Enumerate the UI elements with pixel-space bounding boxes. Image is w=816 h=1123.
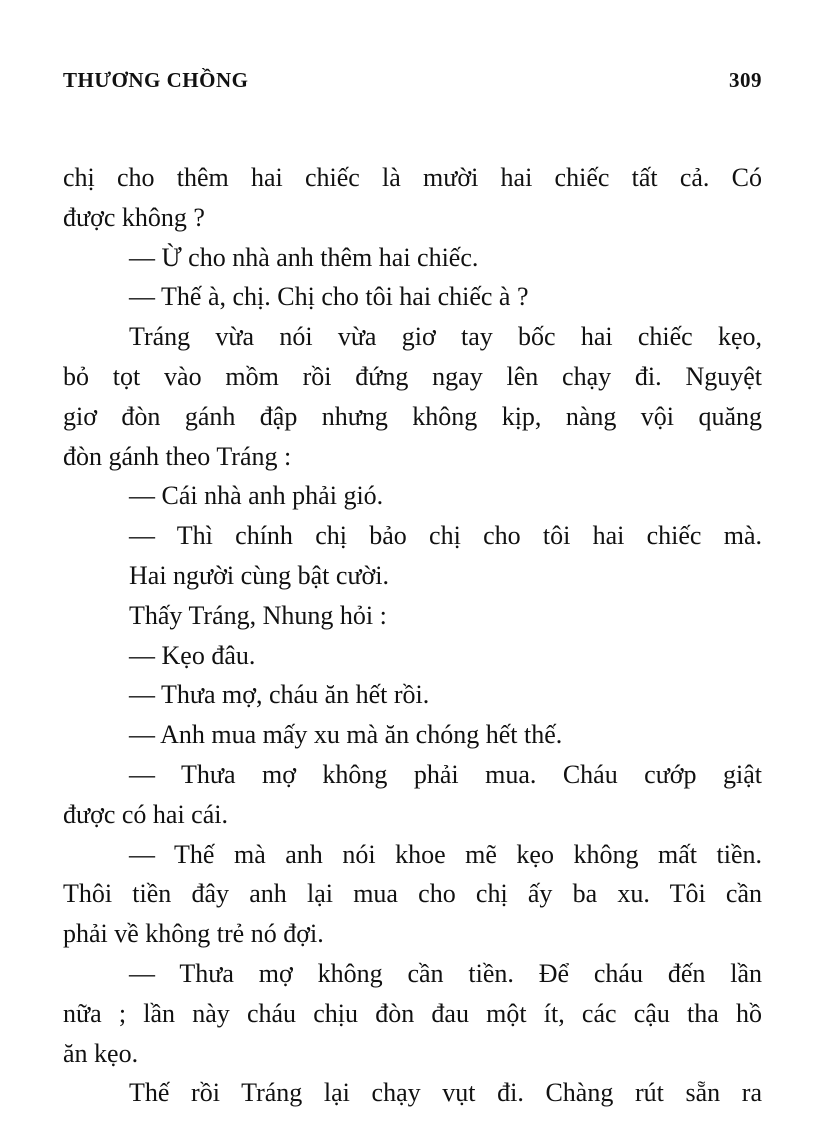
text-line: — Thì chính chị bảo chị cho tôi hai chiếc mà. (129, 521, 762, 551)
text-line: bỏ tọt vào mồm rồi đứng ngay lên chạy đi. Nguyệt (63, 361, 762, 391)
text-line: Thôi tiền đây anh lại mua cho chị ấy ba xu. Tôi cần (63, 879, 762, 909)
text-line: chị cho thêm hai chiếc là mười hai chiếc tất cả. Có (63, 163, 762, 192)
text-line: — Thưa mợ, cháu ăn hết rồi. (129, 680, 430, 710)
text-line: phải về không trẻ nó đợi. (63, 919, 324, 949)
running-title: THƯƠNG CHỒNG (63, 68, 249, 92)
text-line: — Thưa mợ không cần tiền. Để cháu đến lần (129, 958, 762, 988)
text-line: ăn kẹo. (63, 1038, 139, 1068)
text-line: giơ đòn gánh đập nhưng không kịp, nàng vội quăng (63, 401, 762, 431)
text-line: — Anh mua mấy xu mà ăn chóng hết thế. (129, 720, 563, 750)
body-text (63, 158, 762, 1113)
text-line: — Kẹo đâu. (129, 640, 256, 670)
text-line: được có hai cái. (63, 799, 228, 829)
text-line: được không ? (63, 202, 205, 232)
page-number: 309 (729, 68, 762, 92)
running-head (63, 68, 762, 98)
text-line: — Thưa mợ không phải mua. Cháu cướp giật (129, 759, 762, 789)
text-line: nữa ; lần này cháu chịu đòn đau một ít, các cậu tha hồ (63, 998, 762, 1028)
text-line: Hai người cùng bật cười. (129, 560, 390, 590)
text-line: — Cái nhà anh phải gió. (129, 481, 384, 511)
text-line: Tráng vừa nói vừa giơ tay bốc hai chiếc kẹo, (129, 322, 762, 352)
text-line: đòn gánh theo Tráng : (63, 441, 292, 471)
text-line: Thế rồi Tráng lại chạy vụt đi. Chàng rút sẵn ra (129, 1078, 762, 1108)
text-line: Thấy Tráng, Nhung hỏi : (129, 600, 387, 630)
text-line: — Thế à, chị. Chị cho tôi hai chiếc à ? (129, 282, 529, 312)
text-line: — Thế mà anh nói khoe mẽ kẹo không mất tiền. (129, 839, 762, 869)
text-line: — Ừ cho nhà anh thêm hai chiếc. (129, 242, 479, 272)
